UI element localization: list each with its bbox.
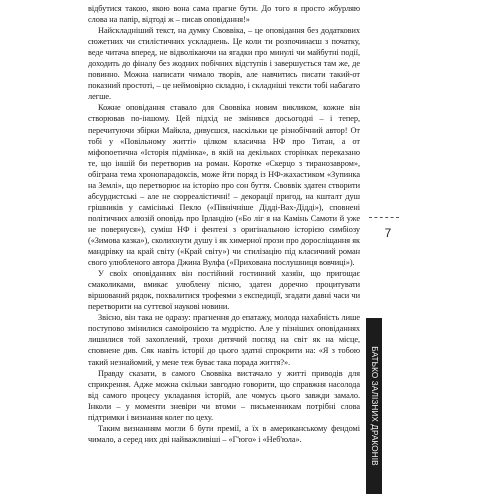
page-number: 7 [384,226,392,240]
body-text [88,3,360,445]
side-tab-label: БАТЬКО ЗАЛІЗНИХ ДРАКОНІВ [370,346,379,466]
paragraph: Звісно, він така не одразу: прагнення до епатажу, молода нахабність лише поступово змінилися самоіронією та мудрістю. Але у пізніших оповіданнях лишилися той захоплений, трохи дитячий погляд на світ як на місце, сповнене див. Сяк навіть історії до цього здатні спрокрити на: «Я з тобою такий незнайомий, у мене теж буває така порада життя?». [88,313,360,367]
page-number-divider [369,217,399,218]
paragraph: Таким визнанням могли б бути премії, а їх в американському фендомі чимало, а серед них дві найважливіші – «Г'юго» і «Неб'юла». [88,423,360,444]
paragraph: Найскладніший текст, на думку Своввіка, – це оповідання без додаткових сюжетних чи стилістичних ускладнень. Це коли ти розпочинаєш з початку, веде читача вперед, не відволікаючи на ягадки про минулі чи майбутні події, доходить до фіналу без жодних побічних відступів і завершується там же, де повинно. Можна написати чимало творів, але навчитись писати такий-от показний простоті, – це неймовірно складно, і складніші тексти тобі набагато легше. [88,26,360,102]
paragraph: Кожне оповідання ставало для Своввіка новим викликом, кожне він створював по-іншому. Цей підхід не змінився досьогодні – і тепер, перечитуючи збірки Майкла, дивуєшся, наскільки це різнобічний автор! От тобі у «Повільному житті» цілком класична НФ про Титан, а от міфопоетична «Історія підмінка», в якій на декількох сторінках переказано те, що іншій би перетворив на роман. Коротке «Скерцо з тиранозавром», обіграна тема хронопарадоксів, може йти поряд із НФ-жахастиком «Зупинка на Землі», що перетворює на історію про сон буття. Своввік здатен створити абсурдистські – але не сюрреалістичні! – декорації пригод, на кшталт душ грішників у самісінькі Пекло («Північніше Дідді-Вах-Дідді»), сповнені політичних алюзій оповідь про Ірландію («Бо ліг я на Камінь Самоти й уже не повернуся»), суміш НФ і фентезі з оригінальною історією симбіозу («Зимова казка»), сколихнути душу і як химерної прози про доросліщання як мандрівку на край світу («Край світу») чи стилізацію під класичний роман свого улюбленого автора Джина Вулфа («Прихована послушниця вовчиці»). [88,103,360,268]
paragraph: Правду сказати, в самого Своввіка вистачало у житті приводів для сприкрення. Адже можна скільки завгодно говорити, що справжня насолода від самого процесу укладання історій, але чомусь цього завжди замало. Інколи – у моменти зневіри чи втоми – письменникам потрібні слова підтримки і визнання колег по цеху. [88,368,360,422]
paragraph: У своїх оповіданнях він постійний гостинний хазяїн, що пригощає смаколиками, вмикає улюблену пісню, здатен доречно процитувати віршований рядок, похвалитися трофеями з експедиції, згадати давні часи чи перетворити на суттєвої наукові новини. [88,269,360,312]
paragraph: відбутися такою, якою вона сама прагне бути. До того я просто жбурляю слова на папір, відтоді ж – писав оповідання!» [88,4,360,25]
